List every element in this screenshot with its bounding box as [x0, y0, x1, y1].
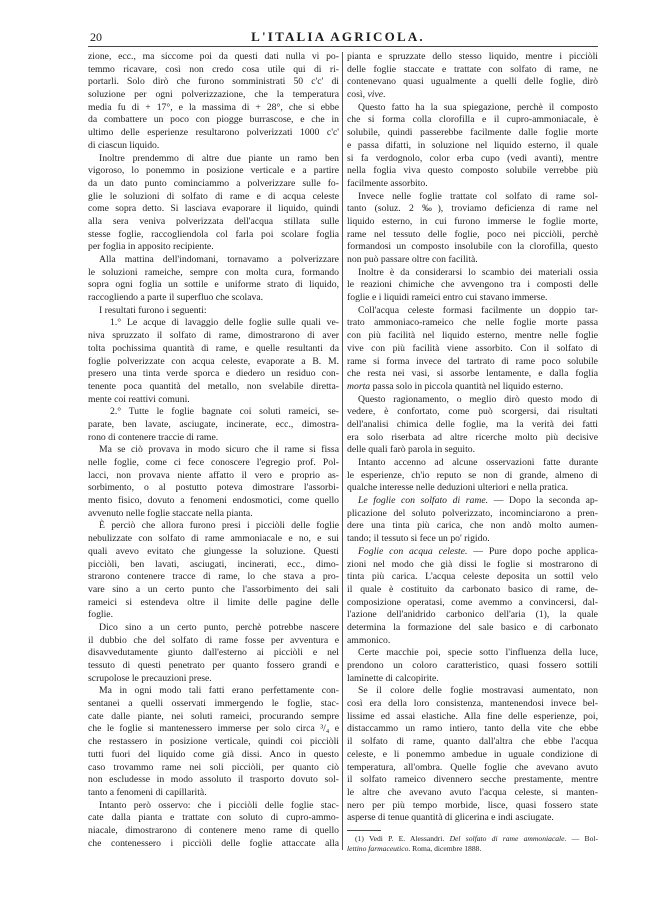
- paragraph: [88, 444, 339, 520]
- text-line: non può passare oltre con facilità.: [347, 254, 478, 265]
- text-line: qualche interesse nelle deduzioni ulteriori e nella pratica.: [347, 482, 569, 494]
- text-line: per foglia in apposito recipiente.: [88, 241, 214, 253]
- text-line: Intanto però osservo: che i picciòli delle foglie stac-: [99, 799, 339, 811]
- text-line: dere una tinta più carica, che non andò molto aumen-: [347, 520, 598, 532]
- text-line: presero una tinta verde sporca e diedero un residuo con-: [88, 368, 339, 380]
- footnote: [347, 834, 598, 854]
- text-line: rameici si estendeva oltre il limite delle pagine delle: [88, 596, 339, 608]
- text-segment: — Bol-: [566, 833, 599, 843]
- text-line: il solfato di rame, quanto dall'altra che ebbe l'acqua: [347, 736, 598, 748]
- text-line: Certe macchie poi, specie sotto l'influenza della luce,: [358, 647, 598, 659]
- text-line: media fu di + 17°, e la massima di + 28°, che si ebbe: [88, 101, 339, 113]
- text-segment: . Roma, dicembre 1888.: [408, 843, 482, 853]
- paragraph: [88, 317, 339, 406]
- text-line: celeste, e li ponemmo ambedue in uguale condizione di: [347, 748, 598, 760]
- text-line: soluzione per ogni polverizzazione, che la temperatura: [88, 89, 339, 101]
- text-line: rame nel tessuto delle foglie, poco nei picciòli, perchè: [347, 228, 598, 240]
- text-line: vive con più facilità viene assorbito. Con il solfato di: [347, 342, 598, 354]
- text-line: di ciascun liquido.: [88, 139, 160, 151]
- page-number: 20: [90, 30, 102, 44]
- text-line: quali avevo evitato che giungesse la soluzione. Questi: [88, 545, 339, 557]
- text-line: tinta più carica. L'acqua celeste deposita un sottil velo: [347, 571, 598, 583]
- italic-text: Del solfato di rame ammoniacale.: [449, 833, 567, 843]
- text-line: vare sino a un certo punto che l'assorbimento dei sali: [88, 583, 339, 595]
- text-line: le altre che avevano avuto l'acqua celeste, si manten-: [347, 786, 598, 798]
- paragraph: [347, 457, 598, 495]
- text-segment: .: [383, 89, 386, 101]
- text-line: nebulizzate con solfato di rame ammoniacale e no, e sui: [88, 533, 339, 545]
- text-line: 1.° Le acque di lavaggio delle foglie sulle quali ve-: [110, 317, 339, 329]
- text-line: sentanei a quelli osservati immergendo le foglie, stac-: [88, 698, 339, 710]
- text-line: vedere, è confortato, come può scorgersi, dai risultati: [347, 406, 598, 418]
- paragraph: [347, 546, 598, 648]
- paragraph: [347, 647, 598, 685]
- paragraph: [88, 254, 339, 305]
- text-line: temmo ricavare, così non credo cosa utile qui di ri-: [88, 63, 339, 75]
- text-line: cate dalla pianta e trattate con soluto di cupro-ammo-: [88, 812, 339, 824]
- text-line: sopra ogni foglia un sottile e uniforme strato di liquido,: [88, 279, 339, 291]
- text-line: che resta nei vasi, si assorbe lentamente, e dalla foglia: [347, 368, 598, 380]
- text-line: Se il colore delle foglie mostravasi aumentato, non: [358, 685, 598, 697]
- text-line: delle foglie staccate e trattate con solfato di rame, ne: [347, 63, 598, 75]
- text-line: che contenessero i picciòli delle foglie attaccate alla: [88, 837, 339, 849]
- text-line: non escludesse in modo assoluto il trasporto dovuto sol-: [88, 774, 339, 786]
- text-line: temperatura, all'ombra. Quelle foglie che avevano avuto: [347, 761, 598, 773]
- text-line: con più facilità nel liquido esterno, mentre nelle foglie: [347, 330, 598, 342]
- text-line: l'azione dell'anidrido carbonico dell'aria (1), la quale: [347, 609, 598, 621]
- paragraph: [347, 267, 598, 305]
- text-line: tutti fuori del liquido come già dissi. Anco in questo: [88, 748, 339, 760]
- text-line: plicazione del soluto polverizzato, incominciarono a pren-: [347, 507, 598, 519]
- text-line: che restassero in posizione verticale, quindi coi picciòli: [88, 736, 339, 748]
- text-line: come sopra detto. Si lasciava evaporare il liquido, quindi: [88, 203, 339, 215]
- paragraph: [88, 520, 339, 622]
- text-line: ultimo delle esperienze resultarono polverizzati 1000 c'c': [88, 127, 339, 139]
- text-line: Dico sino a un certo punto, perchè potrebbe nascere: [99, 621, 339, 633]
- paragraph: [347, 51, 598, 102]
- text-line: Alla mattina dell'indomani, tornavamo a polverizzare: [99, 254, 339, 265]
- text-line: il dubbio che del solfato di rame fosse per avventura e: [88, 634, 339, 646]
- footnote-rule: [347, 830, 381, 831]
- text-line: picciòli, ben lavati, asciugati, incinerati, ecc., dimo-: [88, 558, 339, 570]
- running-header-title: L'ITALIA AGRICOLA.: [251, 29, 425, 44]
- text-line: foglie polverizzate con acqua celeste, evaporate a B. M.: [88, 355, 339, 367]
- paragraph: [347, 394, 598, 457]
- text-line: [347, 546, 598, 559]
- text-line: Invece nelle foglie trattate col solfato di rame sol-: [358, 190, 598, 202]
- text-line: rame si forma invece del tartrato di rame poco solubile: [347, 355, 598, 367]
- text-segment: (1) Vedi P. E. Alessandri.: [355, 833, 450, 843]
- italic-text: Foglie con acqua celeste.: [358, 545, 468, 557]
- text-line: [347, 495, 598, 508]
- text-line: delle quali farò parola in seguito.: [347, 444, 476, 456]
- text-line: foglie.: [88, 609, 114, 621]
- italic-text: lettino farmaceutico: [347, 843, 409, 853]
- text-line: zioni nel modo che già dissi le foglie si mostrarono di: [347, 558, 598, 570]
- text-line: Coll'acqua celeste formasi facilmente un doppio tar-: [358, 304, 598, 316]
- text-line: tenente poca quantità del metallo, non svelabile diretta-: [88, 380, 339, 392]
- text-line: tanto (soluz. 2 ‰), troviamo deficienza di rame nel: [347, 203, 598, 215]
- right-column: [347, 51, 598, 854]
- text-line: nero per più tempo morbide, lisce, quasi fossero state: [347, 799, 598, 811]
- text-line: Intanto accenno ad alcune osservazioni fatte durante: [358, 457, 598, 468]
- text-line: avvenuto nelle foglie staccate nella pianta.: [88, 507, 253, 519]
- text-line: trato ammoniaco-rameico che nelle foglie morte passa: [347, 317, 598, 329]
- text-line: le esperienze, ch'io reputo se non di grande, almeno di: [347, 469, 598, 481]
- text-line: asperse di tenue quantità di glicerina e indi asciugate.: [347, 812, 554, 824]
- text-line: scrupolose le precauzioni prese.: [88, 672, 212, 684]
- text-line: sorbimento, o al postutto poteva dimostrare l'assorbi-: [88, 482, 339, 494]
- paragraph: [88, 153, 339, 255]
- text-line: 2.° Tutte le foglie bagnate coi soluti rameici, se-: [110, 406, 339, 418]
- text-segment: — Dopo la seconda ap-: [488, 495, 599, 507]
- text-line: foglie e i liquidi rameici entro cui stavano immerse.: [347, 292, 548, 304]
- paragraph: [88, 800, 339, 851]
- paragraph: [88, 51, 339, 153]
- text-line: prendono un coloro caratteristico, quasi fossero sottili: [347, 660, 598, 671]
- text-line: disavvedutamente giunto dall'esterno ai picciòli e nel: [88, 647, 339, 659]
- paragraph: [347, 685, 598, 825]
- paragraph: [347, 191, 598, 267]
- text-line: [347, 844, 598, 854]
- italic-text: vive: [367, 89, 384, 101]
- text-line: lacci, non provava niente affatto il vero e proprio as-: [88, 469, 339, 481]
- text-line: il quale è costituito da carbonato basico di rame, de-: [347, 583, 598, 595]
- text-line: tessuto di questi penetrato per quanto fossero grandi e: [88, 660, 339, 671]
- text-line: tanto a fenomeni di capillarità.: [88, 786, 207, 798]
- text-line: È perciò che allora furono presi i picciòli delle foglie: [99, 520, 339, 532]
- text-line: Inoltre prendemmo di altre due piante un ramo ben: [99, 152, 339, 164]
- paragraph: [88, 685, 339, 799]
- text-line: [347, 834, 598, 844]
- text-line: lissime ed assai elastiche. Alla fine delle esperienze, poi,: [347, 710, 598, 722]
- text-line: niacale, dimostrarono di contenere meno rame di quello: [88, 824, 339, 836]
- text-line: pianta e spruzzate dello stesso liquido, mentre i picciòli: [347, 51, 598, 62]
- column-divider: [342, 52, 343, 850]
- paragraph: [347, 102, 598, 191]
- text-line: Ma in ogni modo tali fatti erano perfettamente con-: [99, 685, 339, 697]
- text-line: nella foglia viva questo composto solubile verrebbe più: [347, 165, 598, 177]
- text-line: raccogliendo a parte il superfluo che scolava.: [88, 292, 264, 304]
- text-line: si fa verdognolo, color erba cupo (vedi avanti), mentre: [347, 152, 598, 164]
- text-line: che si forma colla clorofilla e il cupro-ammoniacale, è: [347, 114, 598, 126]
- text-line: caso trovammo rame nei soli picciòli, per quanto ciò: [88, 761, 339, 773]
- text-line: distaccammo un ramo intiero, tanto della vite che ebbe: [347, 723, 598, 735]
- text-line: così era della loro consistenza, mantenendosi invece bel-: [347, 698, 598, 710]
- text-line: cate dalle piante, nei soluti rameici, procurando sempre: [88, 710, 339, 722]
- text-line: niva spruzzato il solfato di rame, dimostrarono di aver: [88, 330, 339, 342]
- header-rule: [88, 46, 598, 47]
- text-segment: passa solo in piccola quantità nel liquido esterno.: [370, 380, 564, 392]
- text-line: contenevano quasi ugualmente a quelli delle foglie, dirò: [347, 76, 598, 88]
- text-line: solubile, quindi passerebbe facilmente dalle foglie morte: [347, 127, 598, 139]
- text-line: mento fisico, dovuto a fenomeni endosmotici, come quello: [88, 495, 339, 507]
- text-line: e passa difatti, in soluzione nel liquido esterno, il quale: [347, 139, 598, 151]
- text-line: tolta pochissima quantità di rame, e quelle resultanti da: [88, 342, 339, 354]
- text-line: era solo riserbata ad altre ricerche molto più decisive: [347, 431, 598, 443]
- text-line: nelle foglie, come ci fece conoscere l'egregio prof. Pol-: [88, 457, 339, 468]
- italic-text: morta: [347, 380, 371, 392]
- text-line: Questo ragionamento, o meglio dirò questo modo di: [358, 393, 598, 405]
- text-line: glie le soluzioni di solfato di rame e di acqua celeste: [88, 190, 339, 202]
- paragraph: [88, 622, 339, 685]
- left-column: [88, 51, 339, 850]
- text-line: le reazioni chimiche che avvengono tra i composti delle: [347, 279, 598, 291]
- text-line: rono di contenere traccie di rame.: [88, 431, 219, 443]
- text-line: vigoroso, lo ponemmo in posizione verticale e a partire: [88, 165, 339, 177]
- text-line: tando; il tessuto si fece un po' rigido.: [347, 533, 490, 545]
- text-line: determina la formazione del sale basico e di carbonato: [347, 621, 598, 633]
- text-segment: — Pure dopo poche applica-: [467, 545, 598, 557]
- text-line: formandosi un composto insolubile con la clorofilla, questo: [347, 241, 598, 253]
- text-line: parate, ben lavate, asciugate, incinerate, ecc., dimostra-: [88, 418, 339, 430]
- text-line: [347, 89, 598, 102]
- right-column-body: [347, 51, 598, 825]
- text-line: composizione operatasi, come avemmo a convincersi, dal-: [347, 596, 598, 608]
- text-line: le soluzioni rameiche, sempre con molta cura, formando: [88, 266, 339, 278]
- text-line: zione, ecc., ma siccome poi da questi dati nulla vi po-: [88, 51, 339, 62]
- text-line: I resultati furono i seguenti:: [99, 304, 207, 316]
- text-line: stesse foglie, raccogliendola col farla poi scolare foglia: [88, 228, 339, 240]
- text-line: ammonico.: [347, 634, 391, 646]
- paragraph: [347, 495, 598, 546]
- text-line: portarli. Solo dirò che furono somministrati 50 c'c' di: [88, 76, 339, 88]
- text-line: dell'analisi chimica delle foglie, ma la verità dei fatti: [347, 418, 598, 430]
- text-line: laminette di calcopirite.: [347, 672, 439, 684]
- text-line: da combattere un poco con piogge burrascose, e che in: [88, 114, 339, 126]
- text-line: il solfato rameico divennero secche prestamente, mentre: [347, 774, 598, 786]
- text-line: da un dato punto cominciammo a polverizzare sulle fo-: [88, 177, 339, 189]
- text-line: che le foglie si mantenessero immerse per solo circa ³/₄ e: [88, 723, 339, 735]
- text-line: Questo fatto ha la sua spiegazione, perchè il composto: [358, 101, 598, 113]
- text-line: liquido esterno, in cui furono immerse le foglie morte,: [347, 215, 598, 227]
- text-segment: così,: [347, 89, 368, 101]
- paragraph: [88, 305, 339, 318]
- text-line: Inoltre è da considerarsi lo scambio dei materiali ossia: [358, 266, 598, 278]
- text-line: alla sera veniva polverizzata dell'acqua stillata sulle: [88, 215, 339, 227]
- paragraph: [88, 406, 339, 444]
- text-line: [347, 381, 598, 394]
- text-line: strarono contenere tracce di rame, lo che stava a pro-: [88, 571, 339, 583]
- text-line: facilmente assorbito.: [347, 177, 428, 189]
- text-line: mente coi reattivi comuni.: [88, 393, 190, 405]
- italic-text: Le foglie con solfato di rame.: [358, 495, 489, 507]
- paragraph: [347, 305, 598, 394]
- text-line: Ma se ciò provava in modo sicuro che il rame si fissa: [99, 444, 339, 456]
